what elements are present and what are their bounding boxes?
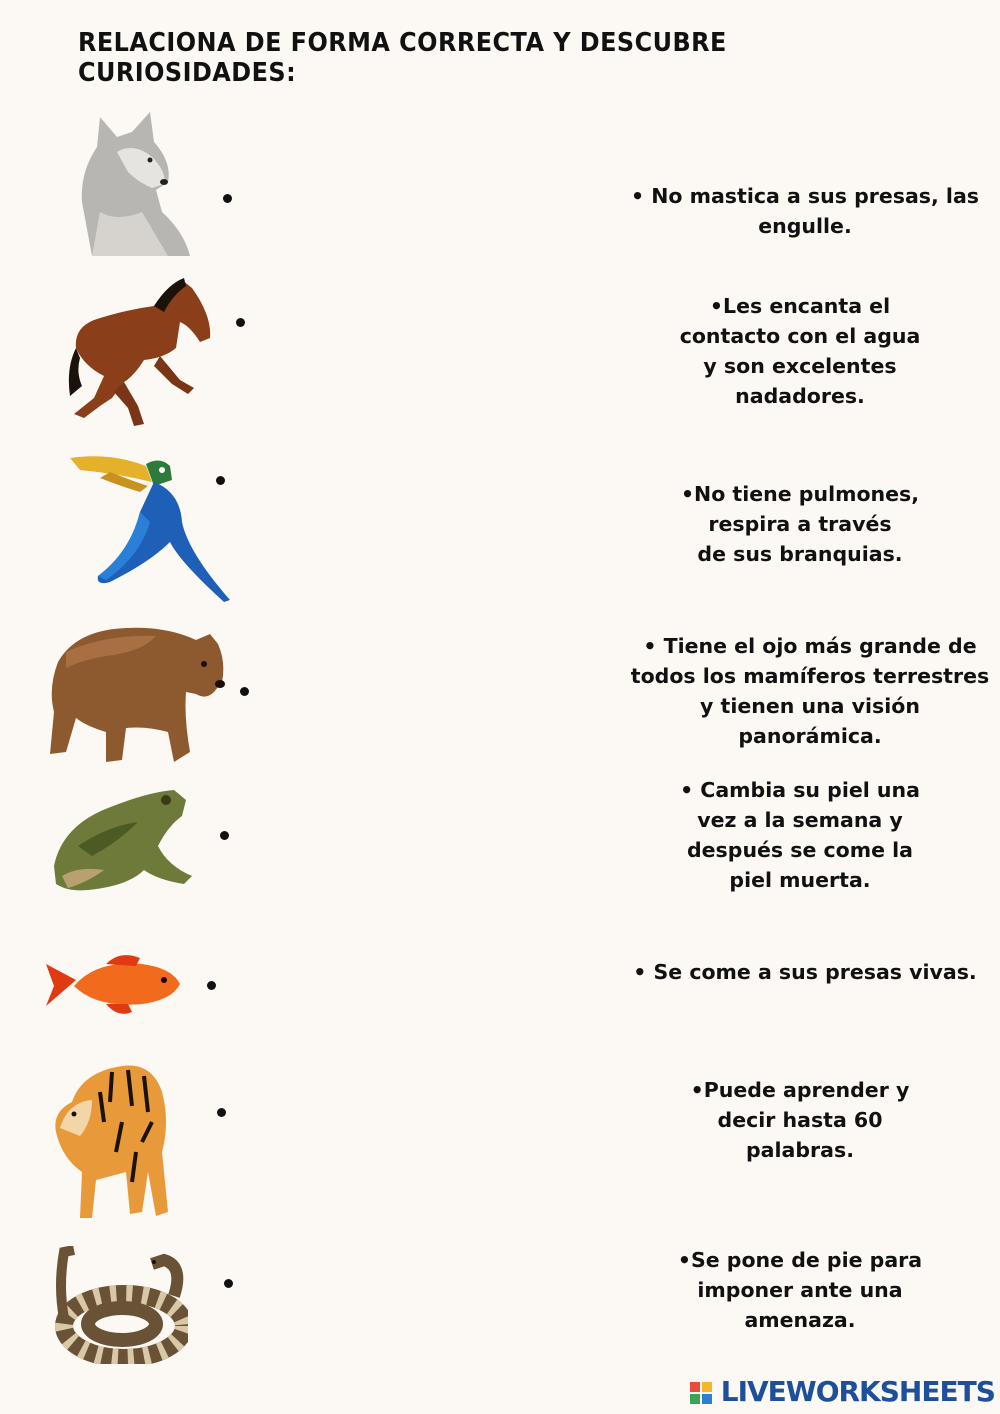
bear-image: [46, 622, 228, 766]
match-dot-left[interactable]: [216, 476, 225, 485]
fact-text[interactable]: • Cambia su piel una vez a la semana y después se come la piel muerta.: [680, 778, 920, 892]
logo-text: LIVEWORKSHEETS: [720, 1375, 995, 1408]
fact-text[interactable]: •Se pone de pie para imponer ante una amenaza.: [677, 1248, 923, 1332]
match-dot-left[interactable]: [220, 831, 229, 840]
match-dot-left[interactable]: [236, 318, 245, 327]
match-dot-left[interactable]: [240, 687, 249, 696]
wolf-image: [72, 112, 194, 256]
fact-text[interactable]: •No tiene pulmones, respira a través de sus branquias.: [680, 482, 920, 566]
snake-image: [54, 1246, 188, 1364]
live-icon: [690, 1382, 712, 1404]
macaw-image: [70, 452, 232, 602]
goldfish-image: [46, 950, 182, 1020]
fact-text[interactable]: •Puede aprender y decir hasta 60 palabras.: [690, 1078, 910, 1162]
liveworksheets-logo: [690, 1375, 995, 1408]
worksheet-title: RELACIONA DE FORMA CORRECTA Y DESCUBRE CURIOSIDADES:: [78, 28, 727, 88]
horse-image: [64, 276, 214, 428]
match-dot-left[interactable]: [223, 194, 232, 203]
match-dot-left[interactable]: [224, 1279, 233, 1288]
frog-image: [48, 786, 194, 902]
fact-text[interactable]: • Tiene el ojo más grande de todos los mamíferos terrestres y tienen una visión panorámica.: [630, 634, 990, 748]
tiger-image: [52, 1062, 172, 1220]
match-dot-left[interactable]: [217, 1108, 226, 1117]
match-dot-left[interactable]: [207, 981, 216, 990]
fact-text[interactable]: •Les encanta el contacto con el agua y son excelentes nadadores.: [679, 294, 921, 408]
fact-text[interactable]: • Se come a sus presas vivas.: [633, 960, 977, 984]
fact-text[interactable]: • No mastica a sus presas, las engulle.: [631, 184, 979, 238]
